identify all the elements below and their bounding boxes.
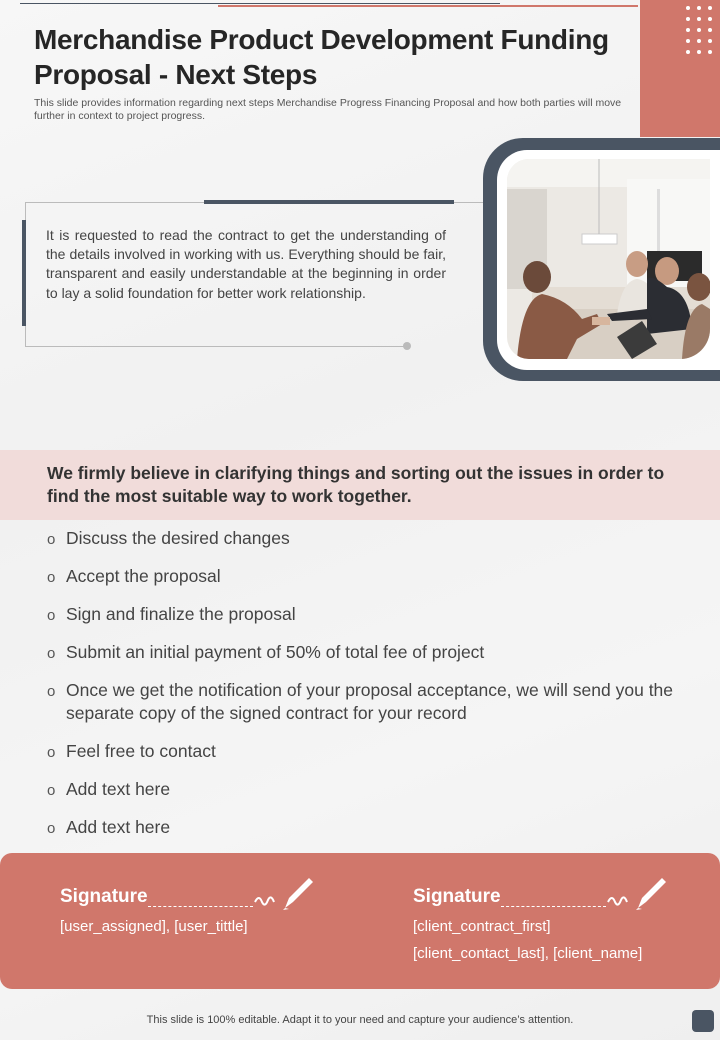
- dot: [708, 50, 712, 54]
- intro-text: It is requested to read the contract to get the understanding of the details involved in working with us. Everything should be fair, transparent and easily understandable at the beginning in order to lay a solid foundation for better work relationship.: [46, 227, 446, 301]
- list-item-text: Discuss the desired changes: [66, 528, 290, 548]
- page-title: Merchandise Product Development Funding Proposal - Next Steps: [34, 24, 609, 90]
- list-item-text: Submit an initial payment of 50% of total fee of project: [66, 642, 485, 662]
- bullet-circle-icon: o: [47, 645, 56, 662]
- list-item: [47, 641, 697, 664]
- signature-right-line: [501, 906, 606, 907]
- dot: [686, 6, 690, 10]
- dot-grid-icon: [686, 6, 716, 60]
- dot: [697, 39, 701, 43]
- list-item: [47, 603, 697, 626]
- list-item-text: Add text here: [66, 779, 171, 799]
- bullet-circle-icon: o: [47, 531, 56, 548]
- dot: [686, 17, 690, 21]
- dot: [708, 28, 712, 32]
- pen-scribble-icon: [253, 874, 315, 914]
- signature-right-value-1[interactable]: [client_contract_first]: [413, 918, 551, 935]
- page-subtitle: This slide provides information regarding next steps Merchandise Progress Financing Proposal and how both parties will move further in context to project progress.: [34, 97, 622, 122]
- signature-left-line: [148, 906, 253, 907]
- list-item-text: Sign and finalize the proposal: [66, 604, 296, 624]
- top-divider-dark: [20, 3, 500, 4]
- list-item: [47, 740, 697, 763]
- next-steps-list: [47, 527, 697, 854]
- bullet-circle-icon: o: [47, 820, 56, 837]
- bullet-circle-icon: o: [47, 683, 56, 700]
- intro-box-left-bar: [22, 220, 26, 326]
- bullet-circle-icon: o: [47, 744, 56, 761]
- signature-left: [60, 886, 340, 940]
- dot: [686, 39, 690, 43]
- list-item: [47, 527, 697, 550]
- signature-block: [0, 853, 720, 989]
- intro-box-dot: [403, 342, 411, 350]
- signature-right-value-2[interactable]: [client_contact_last], [client_name]: [413, 945, 643, 962]
- dot: [697, 28, 701, 32]
- dot: [708, 17, 712, 21]
- pen-scribble-icon: [606, 874, 668, 914]
- dot: [686, 28, 690, 32]
- list-item: [47, 816, 697, 839]
- bullet-circle-icon: o: [47, 607, 56, 624]
- business-meeting-photo: [507, 159, 710, 359]
- signature-right: [413, 886, 703, 967]
- top-divider-accent: [218, 5, 638, 7]
- dot: [697, 17, 701, 21]
- intro-box-accent-bar: [204, 200, 454, 204]
- dot: [697, 50, 701, 54]
- signature-right-title: Signature: [413, 886, 501, 907]
- list-item-text: Feel free to contact: [66, 741, 216, 761]
- list-item: [47, 565, 697, 588]
- signature-left-value[interactable]: [user_assigned], [user_tittle]: [60, 918, 248, 935]
- dot: [686, 50, 690, 54]
- list-item: [47, 778, 697, 801]
- highlight-text: We firmly believe in clarifying things and sorting out the issues in order to find the most suitable way to work together.: [47, 463, 665, 506]
- slide-corner-icon: [692, 1010, 714, 1032]
- list-item-text: Accept the proposal: [66, 566, 221, 586]
- signature-left-title: Signature: [60, 886, 148, 907]
- dot: [697, 6, 701, 10]
- dot: [708, 39, 712, 43]
- bullet-circle-icon: o: [47, 569, 56, 586]
- list-item-text: Add text here: [66, 817, 171, 837]
- intro-box-border-bottom: [25, 346, 408, 347]
- footer-note: This slide is 100% editable. Adapt it to your need and capture your audience’s attention.: [146, 1014, 574, 1026]
- list-item: [47, 679, 697, 725]
- list-item-text: Once we get the notification of your proposal acceptance, we will send you the separate copy of the signed contract for your record: [66, 680, 674, 723]
- dot: [708, 6, 712, 10]
- bullet-circle-icon: o: [47, 782, 56, 799]
